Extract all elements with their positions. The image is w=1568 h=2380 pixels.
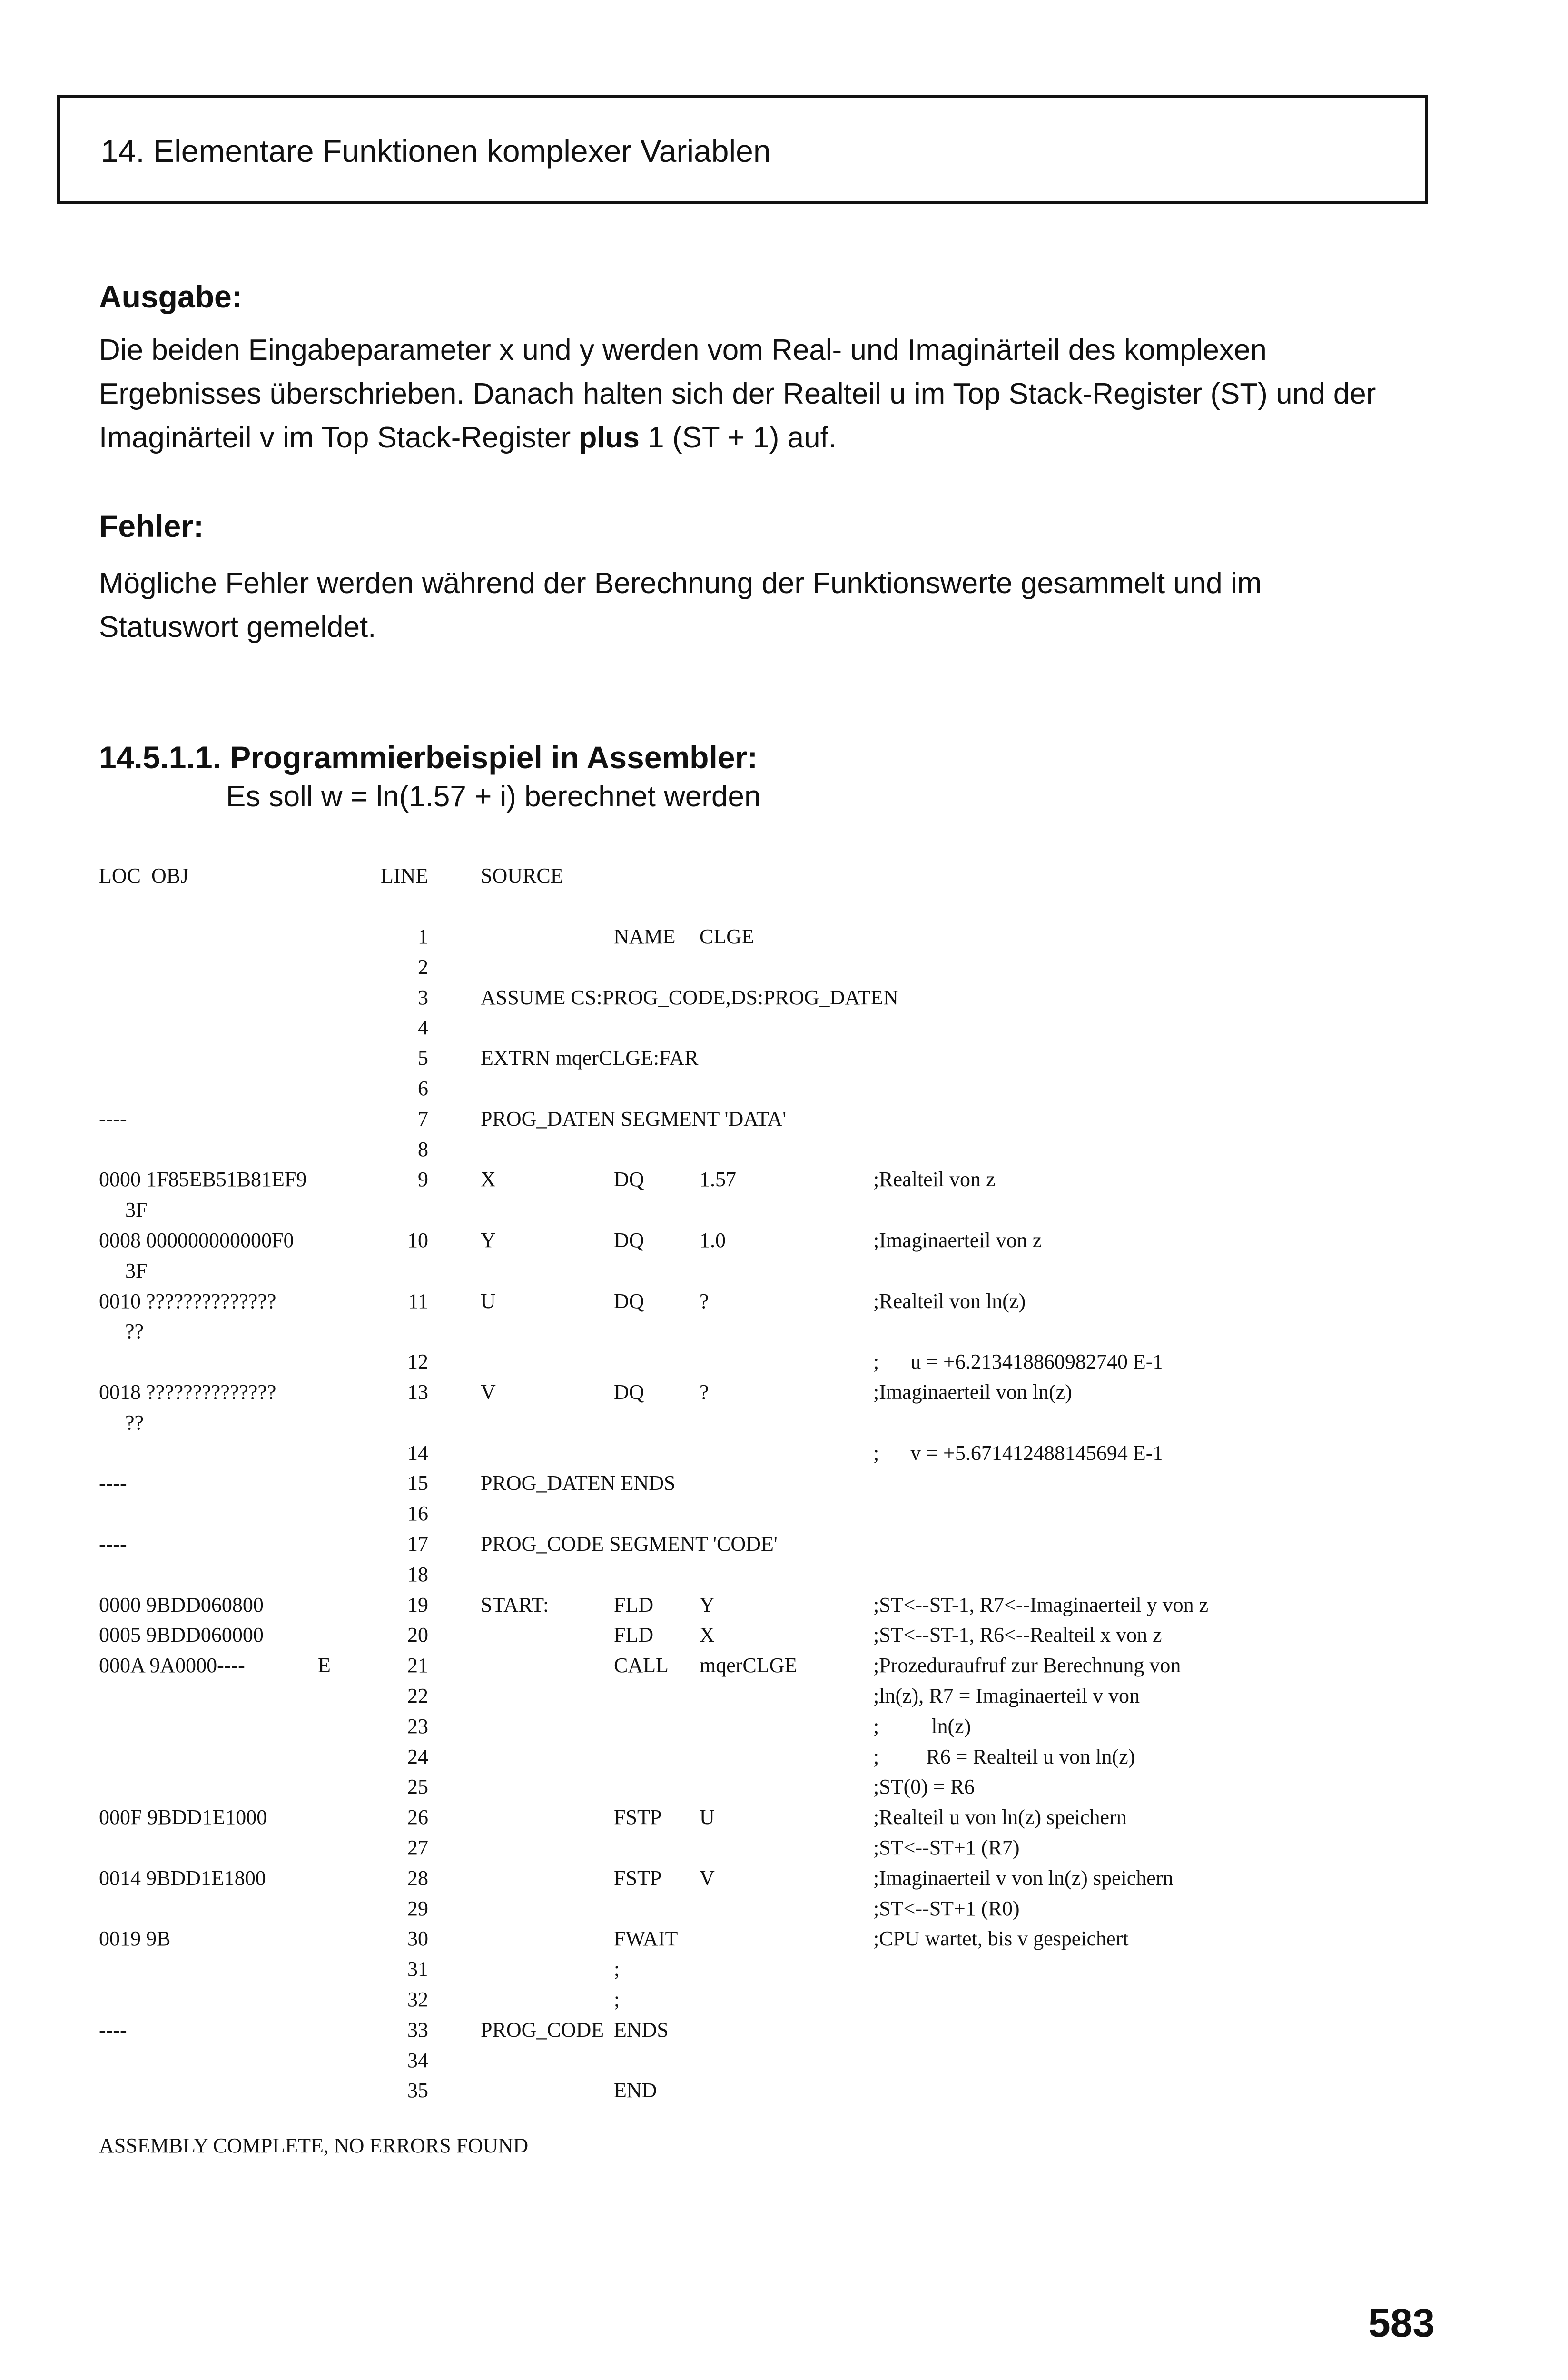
source-op-cell: ; <box>614 1988 620 2011</box>
line-number-cell: 29 <box>407 1897 428 1920</box>
page-number: 583 <box>1368 2301 1435 2345</box>
assembly-status-line: ASSEMBLY COMPLETE, NO ERRORS FOUND <box>99 2134 529 2157</box>
comment-cell: ; R6 = Realteil u von ln(z) <box>873 1745 1135 1768</box>
comment-cell: ;CPU wartet, bis v gespeichert <box>873 1927 1129 1950</box>
loc-obj-cell: 000F 9BDD1E1000 <box>99 1805 267 1829</box>
source-op-cell: DQ <box>614 1380 644 1404</box>
source-label-cell: V <box>481 1380 496 1404</box>
line-number-cell: 24 <box>407 1745 428 1768</box>
line-number-cell: 18 <box>407 1563 428 1586</box>
comment-cell: ;Realteil u von ln(z) speichern <box>873 1805 1127 1829</box>
line-number-cell: 14 <box>407 1441 428 1465</box>
fehler-heading: Fehler: <box>99 508 204 544</box>
loc-obj-cell: ---- <box>99 2018 127 2042</box>
loc-obj-cell: 0008 000000000000F0 <box>99 1229 294 1252</box>
program-subheading: Es soll w = ln(1.57 + i) berechnet werden <box>226 780 761 813</box>
ausgabe-heading: Ausgabe: <box>99 279 242 314</box>
comment-cell: ;Prozeduraufruf zur Berechnung von <box>873 1654 1181 1677</box>
flag-cell: E <box>318 1654 331 1677</box>
source-label-cell: PROG_CODE SEGMENT 'CODE' <box>481 1532 778 1556</box>
source-arg-cell: 1.0 <box>700 1229 726 1252</box>
line-number-cell: 26 <box>407 1805 428 1829</box>
ausgabe-text-bold: plus <box>579 421 640 454</box>
source-arg-cell: V <box>700 1866 715 1890</box>
source-arg-cell: ? <box>700 1289 709 1313</box>
source-op-cell: FLD <box>614 1593 654 1616</box>
comment-cell: ;Imaginaerteil von ln(z) <box>873 1380 1072 1404</box>
line-number-cell: 30 <box>407 1927 428 1950</box>
source-op-cell: DQ <box>614 1168 644 1191</box>
comment-cell: ;ST<--ST+1 (R7) <box>873 1836 1020 1859</box>
line-number-cell: 6 <box>418 1077 428 1100</box>
program-heading: 14.5.1.1. Programmierbeispiel in Assembler: <box>99 740 758 775</box>
line-number-cell: 2 <box>418 955 428 979</box>
source-arg-cell: mqerCLGE <box>700 1654 798 1677</box>
column-header-source: SOURCE <box>481 864 563 887</box>
comment-cell: ;ln(z), R7 = Imaginaerteil v von <box>873 1684 1140 1707</box>
loc-obj-cell: 0000 9BDD060800 <box>99 1593 264 1616</box>
chapter-title: 14. Elementare Funktionen komplexer Variablen <box>101 133 771 169</box>
source-arg-cell: CLGE <box>700 925 754 948</box>
comment-cell: ; ln(z) <box>873 1715 971 1738</box>
comment-cell: ;Imaginaerteil v von ln(z) speichern <box>873 1866 1174 1890</box>
ausgabe-text-2: 1 (ST + 1) auf. <box>639 421 837 454</box>
line-number-cell: 10 <box>407 1229 428 1252</box>
source-arg-cell: ? <box>700 1380 709 1404</box>
loc-obj-cell: 0018 ?????????????? <box>99 1380 276 1404</box>
source-label-cell: START: <box>481 1593 549 1616</box>
source-op-cell: NAME <box>614 925 676 948</box>
line-number-cell: 11 <box>408 1289 428 1313</box>
comment-cell: ;Realteil von ln(z) <box>873 1289 1026 1313</box>
source-op-cell: END <box>614 2079 657 2102</box>
line-number-cell: 34 <box>407 2049 428 2072</box>
source-op-cell: ENDS <box>614 2018 669 2042</box>
line-number-cell: 27 <box>407 1836 428 1859</box>
column-header-line: LINE <box>381 864 429 887</box>
line-number-cell: 15 <box>407 1471 428 1495</box>
source-op-cell: ; <box>614 1957 620 1981</box>
source-arg-cell: X <box>700 1623 715 1646</box>
line-number-cell: 4 <box>418 1016 428 1039</box>
source-label-cell: U <box>481 1289 496 1313</box>
chapter-header-box <box>57 95 1428 204</box>
loc-obj-cell: ---- <box>99 1532 127 1556</box>
comment-cell: ;ST<--ST-1, R7<--Imaginaerteil y von z <box>873 1593 1209 1616</box>
comment-cell: ;ST<--ST+1 (R0) <box>873 1897 1020 1920</box>
line-number-cell: 5 <box>418 1046 428 1070</box>
line-number-cell: 3 <box>418 986 428 1009</box>
loc-obj-cell: ?? <box>99 1411 144 1434</box>
comment-cell: ; u = +6.213418860982740 E-1 <box>873 1350 1164 1373</box>
source-label-cell: Y <box>481 1229 496 1252</box>
loc-obj-cell: 0000 1F85EB51B81EF9 <box>99 1168 307 1191</box>
comment-cell: ;Realteil von z <box>873 1168 996 1191</box>
loc-obj-cell: 3F <box>99 1259 148 1282</box>
line-number-cell: 28 <box>407 1866 428 1890</box>
source-label-cell: EXTRN mqerCLGE:FAR <box>481 1046 699 1070</box>
line-number-cell: 25 <box>407 1775 428 1798</box>
line-number-cell: 22 <box>407 1684 428 1707</box>
column-header-loc-obj: LOC OBJ <box>99 864 189 887</box>
line-number-cell: 19 <box>407 1593 428 1616</box>
loc-obj-cell: 0010 ?????????????? <box>99 1289 276 1313</box>
ausgabe-paragraph <box>99 328 1393 460</box>
loc-obj-cell: 0019 9B <box>99 1927 171 1950</box>
line-number-cell: 12 <box>407 1350 428 1373</box>
source-op-cell: DQ <box>614 1289 644 1313</box>
loc-obj-cell: 0014 9BDD1E1800 <box>99 1866 266 1890</box>
loc-obj-cell: ---- <box>99 1107 127 1130</box>
comment-cell: ;Imaginaerteil von z <box>873 1229 1042 1252</box>
loc-obj-cell: ---- <box>99 1471 127 1495</box>
source-op-cell: FWAIT <box>614 1927 678 1950</box>
line-number-cell: 35 <box>407 2079 428 2102</box>
loc-obj-cell: 000A 9A0000---- <box>99 1654 245 1677</box>
line-number-cell: 8 <box>418 1138 428 1161</box>
line-number-cell: 33 <box>407 2018 428 2042</box>
line-number-cell: 7 <box>418 1107 428 1130</box>
source-op-cell: DQ <box>614 1229 644 1252</box>
loc-obj-cell: 3F <box>99 1198 148 1221</box>
source-op-cell: FSTP <box>614 1866 662 1890</box>
line-number-cell: 32 <box>407 1988 428 2011</box>
source-label-cell: PROG_DATEN SEGMENT 'DATA' <box>481 1107 787 1130</box>
source-op-cell: CALL <box>614 1654 669 1677</box>
loc-obj-cell: ?? <box>99 1319 144 1343</box>
loc-obj-cell: 0005 9BDD060000 <box>99 1623 264 1646</box>
source-label-cell: ASSUME CS:PROG_CODE,DS:PROG_DATEN <box>481 986 898 1009</box>
comment-cell: ;ST<--ST-1, R6<--Realteil x von z <box>873 1623 1162 1646</box>
ausgabe-text-1: Die beiden Eingabeparameter x und y werden vom Real- und Imaginärteil des komplexen Ergebnisses überschrieben. Danach halten sich der Realteil u im Top Stack-Register (ST) und der Imaginärteil v im Top Stack-Register <box>99 334 1376 454</box>
source-arg-cell: 1.57 <box>700 1168 736 1191</box>
source-arg-cell: Y <box>700 1593 715 1616</box>
comment-cell: ; v = +5.671412488145694 E-1 <box>873 1441 1164 1465</box>
source-label-cell: PROG_CODE <box>481 2018 604 2042</box>
line-number-cell: 9 <box>418 1168 428 1191</box>
line-number-cell: 23 <box>407 1715 428 1738</box>
source-op-cell: FLD <box>614 1623 654 1646</box>
comment-cell: ;ST(0) = R6 <box>873 1775 975 1798</box>
line-number-cell: 16 <box>407 1502 428 1525</box>
line-number-cell: 1 <box>418 925 428 948</box>
line-number-cell: 31 <box>407 1957 428 1981</box>
line-number-cell: 13 <box>407 1380 428 1404</box>
source-op-cell: FSTP <box>614 1805 662 1829</box>
line-number-cell: 21 <box>407 1654 428 1677</box>
fehler-paragraph: Mögliche Fehler werden während der Berechnung der Funktionswerte gesammelt und im Statuswort gemeldet. <box>99 567 1262 644</box>
source-arg-cell: U <box>700 1805 715 1829</box>
source-label-cell: X <box>481 1168 496 1191</box>
line-number-cell: 20 <box>407 1623 428 1646</box>
line-number-cell: 17 <box>407 1532 428 1556</box>
source-label-cell: PROG_DATEN ENDS <box>481 1471 676 1495</box>
